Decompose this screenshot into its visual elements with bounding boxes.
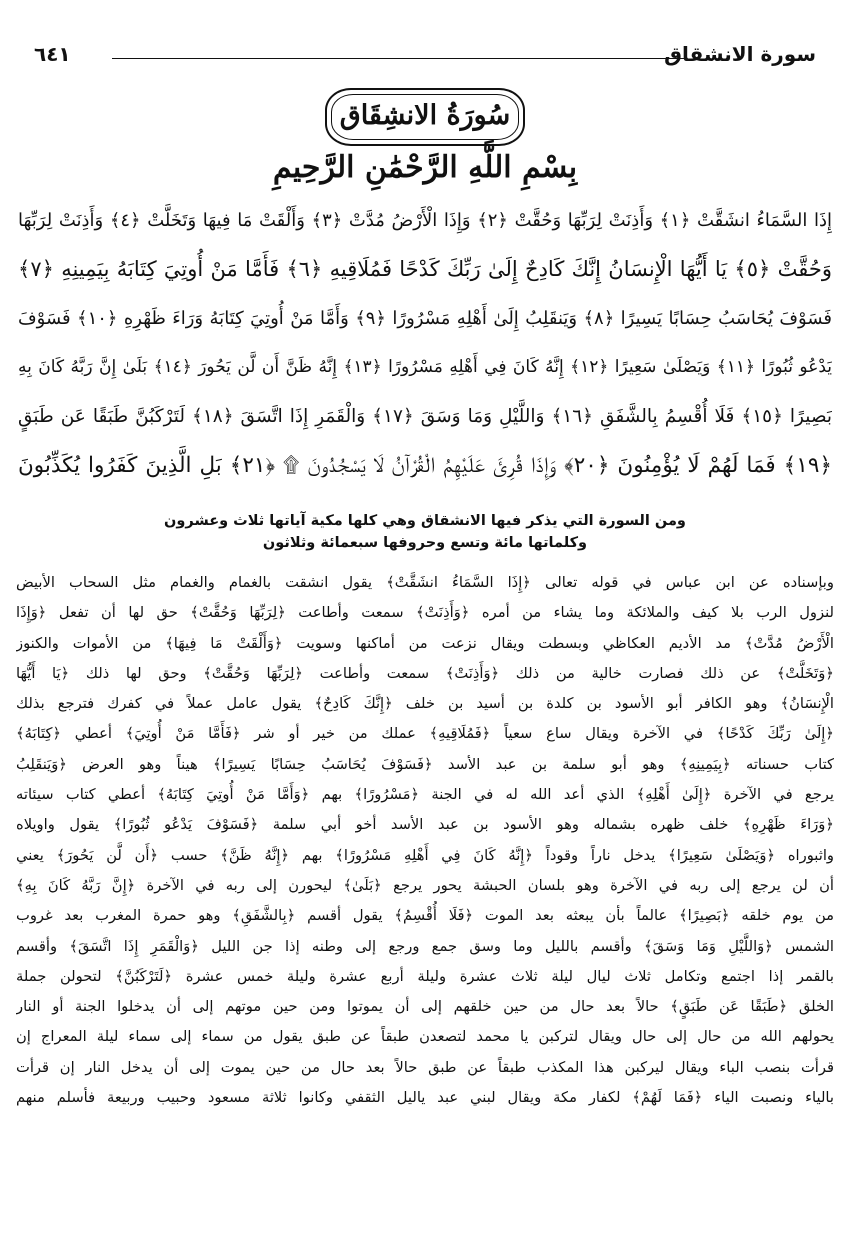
surah-name-frame <box>325 88 525 146</box>
page-number: ٦٤١ <box>34 42 71 66</box>
surah-name: سُورَةُ الانشِقَاق <box>339 100 511 131</box>
commentary-line: الشمس ﴿وَاللَّيْلِ وَمَا وَسَقَ﴾ وأقسم بالليل وما وسق جمع ورجع إلى وطنه إذا جن الليل ﴿وَالْقَمَرِ إِذَا اتَّسَقَ﴾ وأقسم <box>16 937 834 955</box>
commentary-line: ﴿وَرَاءَ ظَهْرِهِ﴾ خلف ظهره بشماله وهو الأسود بن عبد الأسد أخو أبي سلمة ﴿فَسَوْفَ يَدْعُو ثُبُورًا﴾ يقول واويلاه <box>16 816 834 834</box>
commentary-line: الْإِنسَانُ﴾ وهو الكافر أبو الأسود بن كلدة بن أسيد بن خلف ﴿إِنَّكَ كَادِحٌ﴾ يقول عامل عملاً في كفرك فترجع بذلك <box>16 695 834 713</box>
quran-line: يَدْعُو ثُبُورًا ﴿١١﴾ وَيَصْلَىٰ سَعِيرًا ﴿١٢﴾ إِنَّهُ كَانَ فِي أَهْلِهِ مَسْرُورًا ﴿١٣﴾ إِنَّهُ ظَنَّ أَن لَّن يَحُورَ ﴿١٤﴾ بَلَىٰ إِنَّ رَبَّهُ كَانَ بِهِ <box>18 357 832 377</box>
intro-line: ومن السورة التي يذكر فيها الانشقاق وهي كلها مكية آياتها ثلاث وعشرون <box>164 513 686 529</box>
quran-text-block <box>18 196 832 490</box>
surah-introduction <box>150 510 700 554</box>
quran-line: إِذَا السَّمَاءُ انشَقَّتْ ﴿١﴾ وَأَذِنَتْ لِرَبِّهَا وَحُقَّتْ ﴿٢﴾ وَإِذَا الْأَرْضُ مُدَّتْ ﴿٣﴾ وَأَلْقَتْ مَا فِيهَا وَتَخَلَّتْ ﴿٤﴾ وَأَذِنَتْ لِرَبِّهَا <box>18 210 832 231</box>
commentary-line: الْأَرْضُ مُدَّتْ﴾ مد الأديم العكاظي وبسطت ويقال نزعت من أماكنها وسويت ﴿وَأَلْقَتْ مَا فِيهَا﴾ من الأموات والكنوز <box>16 634 834 652</box>
commentary-line: يرجع في الآخرة ﴿إِلَىٰ أَهْلِهِ﴾ الذي أعد الله له في الجنة ﴿مَسْرُورًا﴾ بهم ﴿وَأَمَّا مَنْ أُوتِيَ كِتَابَهُ﴾ أعطي كتاب سيئاته <box>16 786 834 804</box>
commentary-line: ﴿إِلَىٰ رَبِّكَ كَدْحًا﴾ في الآخرة ويقال ساع سعياً ﴿فَمُلَاقِيهِ﴾ عملك من خير أو شر ﴿فَأَمَّا مَنْ أُوتِيَ﴾ أعطي ﴿كِتَابَهُ﴾ <box>16 725 834 743</box>
quran-line: فَسَوْفَ يُحَاسَبُ حِسَابًا يَسِيرًا ﴿٨﴾ وَيَنقَلِبُ إِلَىٰ أَهْلِهِ مَسْرُورًا ﴿٩﴾ وَأَمَّا مَنْ أُوتِيَ كِتَابَهُ وَرَاءَ ظَهْرِهِ ﴿١٠﴾ فَسَوْفَ <box>18 308 832 329</box>
header-rule <box>112 58 686 59</box>
commentary-line: واثبوراه ﴿وَيَصْلَىٰ سَعِيرًا﴾ يدخل ناراً وقوداً ﴿إِنَّهُ كَانَ فِي أَهْلِهِ مَسْرُورًا﴾ بهم ﴿إِنَّهُ ظَنَّ﴾ حسب ﴿أَن لَّن يَحُورَ﴾ يعني <box>16 846 834 864</box>
running-surah-title: سورة الانشقاق <box>664 42 816 66</box>
quran-line: ﴿١٩﴾ فَمَا لَهُمْ لَا يُؤْمِنُونَ ﴿٢٠﴾ وَإِذَا قُرِئَ عَلَيْهِمُ الْقُرْآنُ لَا يَسْجُدُونَ ۩ ﴿٢١﴾ بَلِ الَّذِينَ كَفَرُوا يُكَذِّبُونَ <box>18 453 832 478</box>
quran-line: بَصِيرًا ﴿١٥﴾ فَلَا أُقْسِمُ بِالشَّفَقِ ﴿١٦﴾ وَاللَّيْلِ وَمَا وَسَقَ ﴿١٧﴾ وَالْقَمَرِ إِذَا اتَّسَقَ ﴿١٨﴾ لَتَرْكَبُنَّ طَبَقًا عَن طَبَقٍ <box>18 406 832 427</box>
commentary-line: الخلق ﴿طَبَقًا عَن طَبَقٍ﴾ حالاً بعد حال من حين خلقهم إلى أن يموتوا ومن حين موتهم إلى أن يدخلوا الجنة أو النار <box>16 998 834 1016</box>
tafsir-commentary <box>16 568 834 1113</box>
commentary-line: يحولهم الله من حال إلى حال ويقال لتركبن يا محمد لتصعدن طبقاً عن طبق يقول من سماء إلى سماء ليلة المعراج إن <box>16 1028 834 1046</box>
commentary-line: وبإسناده عن ابن عباس في قوله تعالى ﴿إِذَا السَّمَاءُ انشَقَّتْ﴾ يقول انشقت بالغمام والغمام مثل السحاب الأبيض <box>16 574 834 591</box>
commentary-line: لنزول الرب بلا كيف والملائكة وما يشاء من أمره ﴿وَأَذِنَتْ﴾ سمعت وأطاعت ﴿لِرَبِّهَا وَحُقَّتْ﴾ حق لها أن تفعل ﴿وَإِذَا <box>16 604 834 622</box>
commentary-line: كتاب حسناته ﴿بِيَمِينِهِ﴾ وهو أبو سلمة بن عبد الأسد ﴿فَسَوْفَ يُحَاسَبُ حِسَابًا يَسِيرًا﴾ هيناً وهو العرض ﴿وَيَنقَلِبُ <box>16 755 834 773</box>
commentary-line: بالياء ونصبت الياء ﴿فَمَا لَهُمْ﴾ لكفار مكة ويقال لبني عبد ياليل الثقفي وكانوا ثلاثة مسعود وحبيب وربيعة فأسلم منهم <box>16 1089 834 1107</box>
commentary-line: بالقمر إذا اجتمع وتكامل ثلاث ليال ليلة ثلاث عشرة وليلة أربع عشرة وليلة خمس عشرة ﴿لَتَرْكَبُنَّ﴾ لتحولن جملة <box>16 967 834 985</box>
page-header <box>34 40 816 70</box>
quran-line: وَحُقَّتْ ﴿٥﴾ يَا أَيُّهَا الْإِنسَانُ إِنَّكَ كَادِحٌ إِلَىٰ رَبِّكَ كَدْحًا فَمُلَاقِيهِ ﴿٦﴾ فَأَمَّا مَنْ أُوتِيَ كِتَابَهُ بِيَمِينِهِ ﴿٧﴾ <box>18 257 832 281</box>
commentary-line: قرأت بنصب الباء ويقال ليركبن هذا المكذب طبقاً عن طبق حالاً بعد حال من حين يموت إلى أن يدخل النار إن قرأت <box>16 1058 834 1076</box>
commentary-line: من يوم خلقه ﴿بَصِيرًا﴾ عالماً بأن يبعثه بعد الموت ﴿فَلَا أُقْسِمُ﴾ يقول أقسم ﴿بِالشَّفَقِ﴾ وهو حمرة المغرب بعد غروب <box>16 907 834 925</box>
commentary-line: أن لن يرجع إلى ربه في الآخرة وهو بلسان الحبشة يحور يرجع ﴿بَلَىٰ﴾ ليحورن إلى ربه في الآخرة ﴿إِنَّ رَبَّهُ كَانَ بِهِ﴾ <box>16 876 834 894</box>
basmala: بِسْمِ اللَّهِ الرَّحْمَٰنِ الرَّحِيمِ <box>272 150 578 185</box>
intro-line: وكلماتها مائة وتسع وحروفها سبعمائة وثلاثون <box>262 535 588 551</box>
commentary-line: ﴿وَتَخَلَّتْ﴾ عن ذلك فصارت خالية من ذلك ﴿وَأَذِنَتْ﴾ سمعت وأطاعت ﴿لِرَبِّهَا وَحُقَّتْ﴾ وحق لها ذلك ﴿يَا أَيُّهَا <box>16 664 834 682</box>
